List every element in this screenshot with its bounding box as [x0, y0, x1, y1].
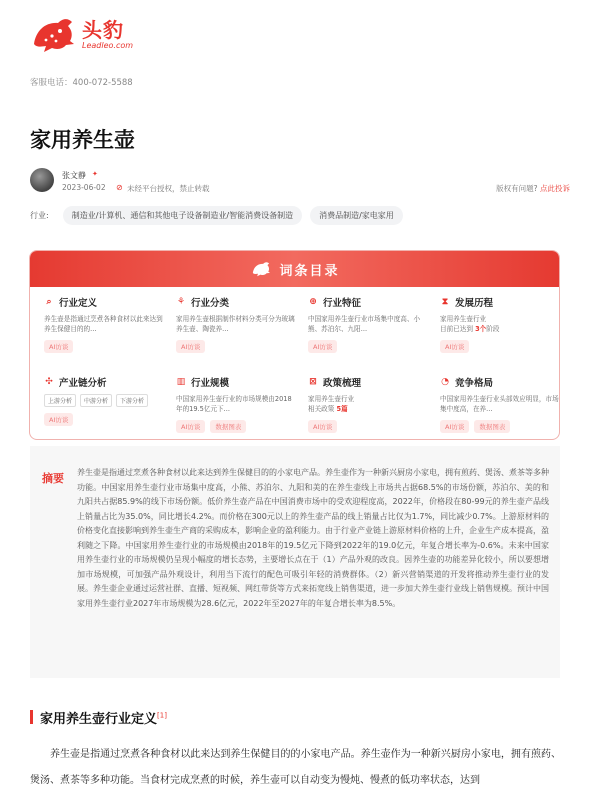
- toc-item-classification[interactable]: [176, 295, 296, 353]
- desc-text: 相关政策: [308, 405, 337, 413]
- toc-grid: [30, 287, 559, 440]
- service-phone: 客服电话：400-072-5588: [30, 78, 133, 88]
- toc-header: [30, 251, 559, 287]
- midstream-tag[interactable]: 中游分析: [80, 394, 112, 407]
- site-header: [30, 14, 133, 56]
- author-row: [30, 168, 570, 196]
- report-area: [496, 183, 570, 194]
- feature-icon: ⊕: [309, 297, 317, 307]
- toc-item-industry-chain[interactable]: [44, 375, 164, 426]
- industry-label: 行业:: [30, 211, 49, 220]
- ai-interview-button[interactable]: AI访谈: [440, 420, 469, 433]
- downstream-tag[interactable]: 下游分析: [116, 394, 148, 407]
- section-title-text: 家用养生壶行业定义: [40, 712, 158, 727]
- author-name[interactable]: 张文静: [62, 171, 86, 180]
- chain-icon: ✣: [45, 377, 53, 387]
- toc-item-title: 行业分类: [191, 298, 230, 309]
- tree-icon: ⚘: [176, 297, 186, 307]
- toc-item-definition[interactable]: [44, 295, 164, 353]
- section-accent-bar: [30, 710, 33, 724]
- toc-item-desc: 家用养生壶根据制作材料分类可分为玻璃养生壶、陶瓷养...: [176, 315, 295, 333]
- ai-interview-button[interactable]: AI访谈: [308, 420, 337, 433]
- toc-item-features[interactable]: [308, 295, 428, 353]
- desc-line: [308, 404, 428, 414]
- ai-interview-button[interactable]: AI访谈: [308, 340, 337, 353]
- toc-item-title: 政策梳理: [323, 378, 362, 389]
- toc-item-title: 行业特征: [323, 298, 362, 309]
- desc-text: 阶段: [486, 325, 500, 333]
- toc-item-desc: 中国家用养生壶行业的市场规模由2018年的19.5亿元下...: [176, 395, 292, 413]
- avatar[interactable]: [30, 168, 54, 192]
- abstract-text: 养生壶是指通过烹煮各种食材以此来达到养生保健目的的小家电产品。养生壶作为一种新兴厨房小家电，拥有煎药、煲汤、煮茶等多种功能。中国家用养生壶行业市场集中度高，小熊、苏泊尔、九阳和美的在养生壶线上市场共占据68.5%的市场份额，苏泊尔、美的和九阳共占据85.9%的线下市场份额。低价养生壶产品在中国消费市场中的受欢迎程度高，2022年，价格段在80-99元的养生壶产品线上销量占比为35.0%，同比增长4.2%。而价格在300元以上的养生壶产品的线上销量占比仅为1.7%，同比减少0.7%。上游原材料的价格变化直接影响到养生壶生产商的采购成本，影响企业的盈利能力。由于行业产业链上游原材料价格的上升，企业生产成本提高，盈利随之下降。中国家用养生壶行业的市场规模由2018年的19.5亿元下降到2022年的19.0亿元，年复合增长率为-0.6%。未来中国家用养生壶行业的市场规模仍呈现小幅度的增长态势，主要增长点在于（1）产品外观的改良。因养生壶的功能差异化较小，所以要想增加市场规模，可加强产品外观设计，利用当下流行的配色可吸引年轻的消费群体。（2）新兴营销渠道的开发将推动养生壶行业的发展。养生壶企业通过运营社群、直播、短视频、网红带货等方式来拓宽线上销售渠道，进一步加大养生壶行业线上销售规模。预计中国家用养生壶行业2027年市场规模为28.6亿元，2022年至2027年的年复合增长率为8.5%。: [77, 468, 549, 608]
- desc-line: 家用养生壶行业: [308, 395, 355, 403]
- section-paragraph: 养生壶是指通过烹煮各种食材以此来达到养生保健目的的小家电产品。养生壶作为一种新兴厨房小家电，拥有煎药、煲汤、煮茶等多种功能。当食材完成烹煮的时候，养生壶可以自动变为慢炖、慢煮的低功率状态，达到: [30, 749, 561, 786]
- ai-interview-button[interactable]: AI访谈: [176, 420, 205, 433]
- toc-item-desc: 中国家用养生壶行业头部效应明显，市场集中度高，在养...: [440, 395, 559, 413]
- toc-item-desc: [440, 314, 560, 334]
- toc-item-title: 产业链分析: [59, 378, 107, 389]
- toc-title: 词条目录: [279, 263, 340, 279]
- toc-panel: [29, 250, 560, 440]
- industry-tag[interactable]: 制造业/计算机、通信和其他电子设备制造业/智能消费设备制造: [63, 206, 302, 225]
- pie-icon: ◔: [441, 377, 449, 387]
- ai-interview-button[interactable]: AI访谈: [44, 413, 73, 426]
- verified-badge-icon: ✦: [92, 170, 98, 178]
- toc-item-market-size[interactable]: [176, 375, 296, 433]
- toc-item-title: 竞争格局: [455, 378, 494, 389]
- desc-line: [440, 324, 560, 334]
- toc-item-competition[interactable]: [440, 375, 560, 433]
- toc-item-title: 行业规模: [191, 378, 230, 389]
- desc-highlight: 3个: [475, 325, 487, 333]
- toc-item-desc: 中国家用养生壶行业市场集中度高、小熊、苏泊尔、九阳...: [308, 315, 421, 333]
- data-chart-button[interactable]: 数据图表: [474, 420, 510, 433]
- prohibited-icon: ⊘: [116, 183, 123, 192]
- toc-item-desc: [308, 394, 428, 414]
- policy-icon: ⊠: [309, 377, 317, 387]
- brand-logo[interactable]: [30, 14, 133, 56]
- toc-item-desc: 养生壶是指通过烹煮各种食材以此来达到养生保健目的的...: [44, 315, 163, 333]
- reference-link[interactable]: [1]: [157, 711, 167, 720]
- history-icon: ⧗: [441, 297, 449, 307]
- toc-item-history[interactable]: [440, 295, 560, 353]
- leopard-logo-icon: [249, 260, 273, 278]
- toc-item-title: 发展历程: [455, 298, 494, 309]
- brand-name-cn: 头豹: [82, 18, 124, 42]
- toc-item-policy[interactable]: [308, 375, 428, 433]
- brand-name-en: Leadleo.com: [82, 41, 134, 50]
- upstream-tag[interactable]: 上游分析: [44, 394, 76, 407]
- page-title: 家用养生壶: [30, 128, 135, 152]
- publish-date: 2023-06-02: [62, 183, 106, 192]
- ai-interview-button[interactable]: AI访谈: [44, 340, 73, 353]
- desc-line: 家用养生壶行业: [440, 315, 487, 323]
- report-prefix: 版权有问题?: [496, 184, 538, 193]
- leopard-logo-icon: [30, 14, 76, 56]
- ai-interview-button[interactable]: AI访谈: [440, 340, 469, 353]
- industry-tag[interactable]: 消费品制造/家电家用: [310, 206, 403, 225]
- bar-chart-icon: ▥: [176, 377, 186, 387]
- data-chart-button[interactable]: 数据图表: [210, 420, 246, 433]
- abstract-label: 摘要: [42, 472, 64, 485]
- copyright-notice: 未经平台授权，禁止转载: [127, 184, 210, 193]
- desc-highlight: 5篇: [336, 405, 348, 413]
- ai-interview-button[interactable]: AI访谈: [176, 340, 205, 353]
- section-title: [40, 708, 167, 727]
- industry-row: [30, 206, 411, 225]
- magnifier-icon: ⌕: [46, 297, 52, 307]
- abstract-box: [30, 446, 560, 678]
- toc-item-title: 行业定义: [59, 298, 98, 309]
- report-link[interactable]: 点此投诉: [540, 184, 570, 193]
- desc-text: 目前已达到: [440, 325, 476, 333]
